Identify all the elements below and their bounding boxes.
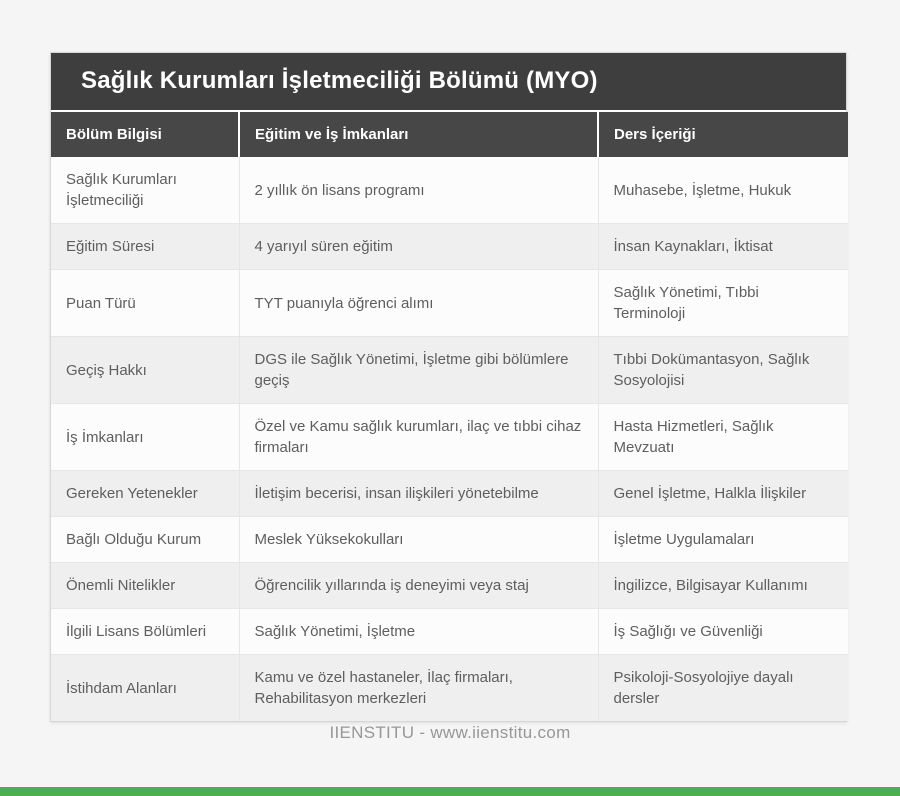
table-cell: Meslek Yüksekokulları <box>239 517 598 563</box>
table-cell: Sağlık Yönetimi, İşletme <box>239 609 598 655</box>
table-row <box>51 270 848 337</box>
table-cell: Tıbbi Dokümantasyon, Sağlık Sosyolojisi <box>598 337 848 404</box>
table-cell: İnsan Kaynakları, İktisat <box>598 224 848 270</box>
bottom-accent-bar <box>0 787 900 796</box>
table-cell: 4 yarıyıl süren eğitim <box>239 224 598 270</box>
table-cell: TYT puanıyla öğrenci alımı <box>239 270 598 337</box>
table-cell: İşletme Uygulamaları <box>598 517 848 563</box>
table-cell: Genel İşletme, Halkla İlişkiler <box>598 471 848 517</box>
row-label-cell: Bağlı Olduğu Kurum <box>51 517 239 563</box>
row-label-cell: Sağlık Kurumları İşletmeciliği <box>66 171 177 209</box>
row-label-cell: İlgili Lisans Bölümleri <box>51 609 239 655</box>
column-header: Ders İçeriği <box>598 112 848 157</box>
table-cell: Sağlık Yönetimi, Tıbbi Terminoloji <box>598 270 848 337</box>
table-row <box>51 337 848 404</box>
table-cell: İş Sağlığı ve Güvenliği <box>598 609 848 655</box>
table-cell: Öğrencilik yıllarında iş deneyimi veya staj <box>239 563 598 609</box>
row-label-cell: Puan Türü <box>51 270 239 337</box>
table-cell: Kamu ve özel hastaneler, İlaç firmaları, Rehabilitasyon merkezleri <box>239 655 598 722</box>
table-row <box>51 471 848 517</box>
table-header-row <box>51 112 848 157</box>
table-row <box>51 563 848 609</box>
table-row <box>51 224 848 270</box>
table-cell: İngilizce, Bilgisayar Kullanımı <box>598 563 848 609</box>
table-row <box>51 157 848 224</box>
column-header: Bölüm Bilgisi <box>51 112 239 157</box>
row-label-cell: İstihdam Alanları <box>51 655 239 722</box>
table-cell: Hasta Hizmetleri, Sağlık Mevzuatı <box>598 404 848 471</box>
table-row <box>51 609 848 655</box>
table-cell: DGS ile Sağlık Yönetimi, İşletme gibi bölümlere geçiş <box>239 337 598 404</box>
row-label-cell: Eğitim Süresi <box>51 224 239 270</box>
table-cell: 2 yıllık ön lisans programı <box>239 157 598 224</box>
table-cell: Psikoloji-Sosyolojiye dayalı dersler <box>598 655 848 722</box>
row-label-cell: Gereken Yetenekler <box>51 471 239 517</box>
table-cell: İletişim becerisi, insan ilişkileri yönetebilme <box>239 471 598 517</box>
table-row <box>51 517 848 563</box>
column-header: Eğitim ve İş İmkanları <box>239 112 598 157</box>
row-label-cell: Geçiş Hakkı <box>51 337 239 404</box>
footer-text: IIENSTITU - www.iienstitu.com <box>329 723 571 742</box>
table-row <box>51 404 848 471</box>
page-title: Sağlık Kurumları İşletmeciliği Bölümü (MYO) <box>51 53 846 112</box>
department-info-table <box>51 112 848 721</box>
row-label-cell: İş İmkanları <box>51 404 239 471</box>
table-cell: Özel ve Kamu sağlık kurumları, ilaç ve tıbbi cihaz firmaları <box>239 404 598 471</box>
row-label-cell: Önemli Nitelikler <box>51 563 239 609</box>
table-cell: Muhasebe, İşletme, Hukuk <box>598 157 848 224</box>
table-row <box>51 655 848 722</box>
department-table-card <box>50 52 847 722</box>
